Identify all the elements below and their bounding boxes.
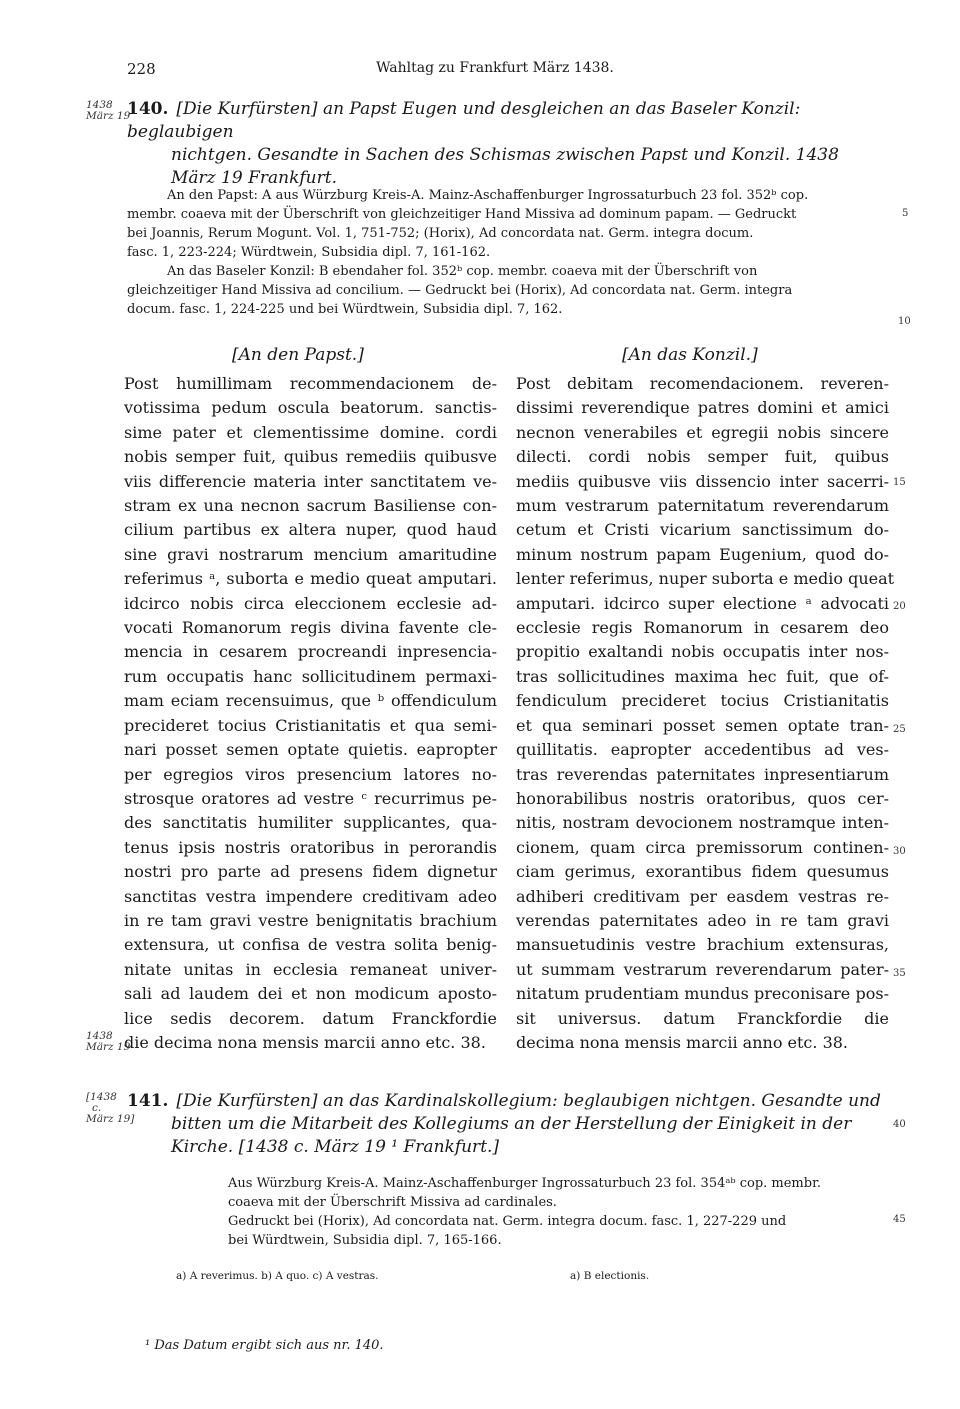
right-column-heading: [An das Konzil.] [622, 345, 758, 365]
text-line: amputari. idcirco super electione ᵃ advocati [516, 593, 889, 613]
doc141-title [127, 1090, 887, 1159]
apparatus-left: a) A reverimus. b) A quo. c) A vestras. [176, 1270, 379, 1282]
margin-line: März 19] [86, 1113, 135, 1125]
text-line: cetum et Cristi vicarium sanctissimum do- [516, 520, 889, 540]
running-title: Wahltag zu Frankfurt März 1438. [376, 60, 614, 76]
source-line: An den Papst: A aus Würzburg Kreis-A. Mainz-Aschaffenburger Ingrossaturbuch 23 fol. 352ᵇ cop. [167, 188, 809, 203]
source-line: bei Joannis, Rerum Mogunt. Vol. 1, 751-752; (Horix), Ad concordata nat. Germ. integra docum. [127, 226, 754, 241]
page-number: 228 [127, 60, 156, 78]
text-line: nari posset semen optate quietis. eapropter [124, 740, 497, 760]
source-line: bei Würdtwein, Subsidia dipl. 7, 165-166. [228, 1233, 502, 1248]
left-column-heading: [An den Papst.] [232, 345, 364, 365]
text-line: cionem, quam circa premissorum continen- [516, 837, 889, 857]
text-line: sine gravi nostrarum mencium amaritudine [124, 544, 497, 564]
text-line: tras sollicitudines maxima hec fuit, que of- [516, 666, 889, 686]
title-line: [Die Kurfürsten] an das Kardinalskollegium: beglaubigen nichtgen. Gesandte und [176, 1091, 881, 1111]
source-line: coaeva mit der Überschrift Missiva ad cardinales. [228, 1195, 557, 1210]
text-line: tenus ipsis nostris oratoribus in perorandis [124, 837, 497, 857]
title-line: [Die Kurfürsten] an Papst Eugen und desgleichen an das Baseler Konzil: beglaubigen [127, 99, 801, 142]
text-line: precideret tocius Cristianitatis et qua semi- [124, 715, 497, 735]
text-line: sali ad laudem dei et non modicum aposto- [124, 984, 497, 1004]
text-line: mediis quibusve viis dissencio inter sacerri- [516, 471, 889, 491]
text-line: et qua seminari posset semen optate tran- [516, 715, 889, 735]
text-line: dissimi reverendique patres domini et amici [516, 398, 889, 418]
text-line: nitate unitas in ecclesia remaneat univer- [124, 959, 497, 979]
margin-line: c. [92, 1102, 102, 1114]
doc140-title [127, 98, 887, 190]
source-line: gleichzeitiger Hand Missiva ad concilium. — Gedruckt bei (Horix), Ad concordata nat. Germ. integra [127, 283, 793, 298]
text-line: referimus ᵃ, suborta e medio queat amputari. [124, 569, 497, 589]
line-number: 40 [893, 1119, 906, 1130]
title-line: Kirche. [1438 c. März 19 ¹ Frankfurt.] [171, 1137, 500, 1157]
line-number: 15 [893, 477, 906, 488]
source-line: fasc. 1, 223-224; Würdtwein, Subsidia dipl. 7, 161-162. [127, 245, 491, 260]
text-line: ecclesie regis Romanorum in cesarem deo [516, 618, 889, 638]
margin-year: 1438 [86, 99, 113, 111]
right-column-text [516, 372, 895, 1055]
text-line: vocati Romanorum regis divina favente cle- [124, 618, 497, 638]
text-line: mam eciam recensuimus, que ᵇ offendiculum [124, 691, 497, 711]
text-line: in re tam gravi vestre benignitatis brachium [124, 910, 497, 930]
line-number: 25 [893, 724, 906, 735]
title-line: bitten um die Mitarbeit des Kollegiums an der Herstellung der Einigkeit in der [171, 1114, 852, 1134]
text-line: die decima nona mensis marcii anno etc. 38. [124, 1032, 486, 1052]
source-line: membr. coaeva mit der Überschrift von gleichzeitiger Hand Missiva ad dominum papam. — Gedruckt [127, 207, 797, 222]
text-line: mum vestrarum paternitatum reverendarum [516, 496, 889, 516]
doc140-source [127, 186, 887, 319]
text-line: ciam gerimus, exorantibus fidem quesumus [516, 862, 889, 882]
text-line: rum occupatis hanc sollicitudinem permaxi- [124, 666, 497, 686]
text-line: extensura, ut confisa de vestra solita benig- [124, 935, 497, 955]
text-line: per egregios viros presencium latores no- [124, 764, 497, 784]
text-line: nitis, nostram devocionem nostramque inten- [516, 813, 889, 833]
text-line: des sanctitatis humiliter supplicantes, qua- [124, 813, 497, 833]
margin-date-140 [86, 100, 130, 122]
line-number: 5 [902, 208, 909, 219]
source-line: Aus Würzburg Kreis-A. Mainz-Aschaffenburger Ingrossaturbuch 23 fol. 354ᵃᵇ cop. membr. [228, 1176, 821, 1191]
source-line: docum. fasc. 1, 224-225 und bei Würdtwein, Subsidia dipl. 7, 162. [127, 302, 563, 317]
text-line: necnon venerabiles et egregii nobis sincere [516, 422, 889, 442]
text-line: mansuetudinis vestre brachium extensuras, [516, 935, 889, 955]
text-line: Post humillimam recommendacionem de- [124, 374, 497, 393]
text-line: ut summam vestrarum reverendarum pater- [516, 959, 889, 979]
margin-day: März 19 [86, 110, 131, 122]
text-line: mencia in cesarem procreandi inpresencia- [124, 642, 497, 662]
line-number: 45 [893, 1214, 906, 1225]
text-line: minum nostrum papam Eugenium, quod do- [516, 544, 889, 564]
text-line: idcirco nobis circa eleccionem ecclesie ad- [124, 593, 497, 613]
text-line: sime pater et clementissime domine. cordi [124, 422, 497, 442]
text-line: viis differencie materia inter sanctitatem ve- [124, 471, 497, 491]
text-line: dilecti. cordi nobis semper fuit, quibus [516, 447, 889, 467]
line-number: 30 [893, 846, 906, 857]
title-line: März 19 Frankfurt. [171, 168, 337, 188]
text-line: strosque oratores ad vestre ᶜ recurrimus pe- [124, 788, 497, 808]
left-column-text [124, 372, 497, 1055]
footnote: ¹ Das Datum ergibt sich aus nr. 140. [145, 1338, 384, 1353]
text-line: propitio exaltandi nobis occupatis inter nos- [516, 642, 889, 662]
apparatus-right: a) B electionis. [570, 1270, 650, 1282]
text-line: cilium partibus ex altera nuper, quod haud [124, 520, 497, 540]
text-line: sit universus. datum Franckfordie die [516, 1008, 889, 1028]
margin-day: März 19 [86, 1041, 131, 1053]
text-line: Post debitam recomendacionem. reveren- [516, 374, 889, 393]
text-line: nobis semper fuit, quibus remediis quibusve [124, 447, 497, 467]
text-line: lenter referimus, nuper suborta e medio queat [516, 569, 895, 589]
margin-year: 1438 [86, 1030, 113, 1042]
text-line: fendiculum precideret tocius Cristianitatis [516, 691, 889, 711]
margin-date-closing [86, 1031, 130, 1053]
text-line: votissima pedum oscula beatorum. sanctis- [124, 398, 497, 418]
text-line: adhiberi creditivam per easdem vestras re- [516, 886, 889, 906]
text-line: nostri pro parte ad presens fidem dignetur [124, 862, 497, 882]
doc141-source [228, 1174, 888, 1250]
margin-line: [1438 [86, 1091, 117, 1103]
text-line: tras reverendas paternitates inpresentiarum [516, 764, 889, 784]
line-number: 20 [893, 601, 906, 612]
doc-number: 140. [127, 99, 169, 119]
text-line: honorabilibus nostris oratoribus, quos cer- [516, 788, 889, 808]
doc-number: 141. [127, 1091, 169, 1111]
text-line: decima nona mensis marcii anno etc. 38. [516, 1032, 849, 1052]
title-line: nichtgen. Gesandte in Sachen des Schismas zwischen Papst und Konzil. 1438 [171, 145, 839, 165]
text-line: nitatum prudentiam mundus preconisare pos- [516, 984, 889, 1004]
text-line: stram ex una necnon sacrum Basiliense con- [124, 496, 497, 516]
source-line: Gedruckt bei (Horix), Ad concordata nat. Germ. integra docum. fasc. 1, 227-229 und [228, 1214, 787, 1229]
text-line: sanctitas vestra impendere creditivam adeo [124, 886, 497, 906]
source-line: An das Baseler Konzil: B ebendaher fol. 352ᵇ cop. membr. coaeva mit der Überschrift von [167, 264, 758, 279]
text-line: lice sedis decorem. datum Franckfordie [124, 1008, 497, 1028]
text-line: verendas paternitates adeo in re tam gravi [516, 910, 889, 930]
line-number: 10 [898, 316, 911, 327]
line-number: 35 [893, 968, 906, 979]
text-line: quillitatis. eapropter accedentibus ad ves- [516, 740, 889, 760]
